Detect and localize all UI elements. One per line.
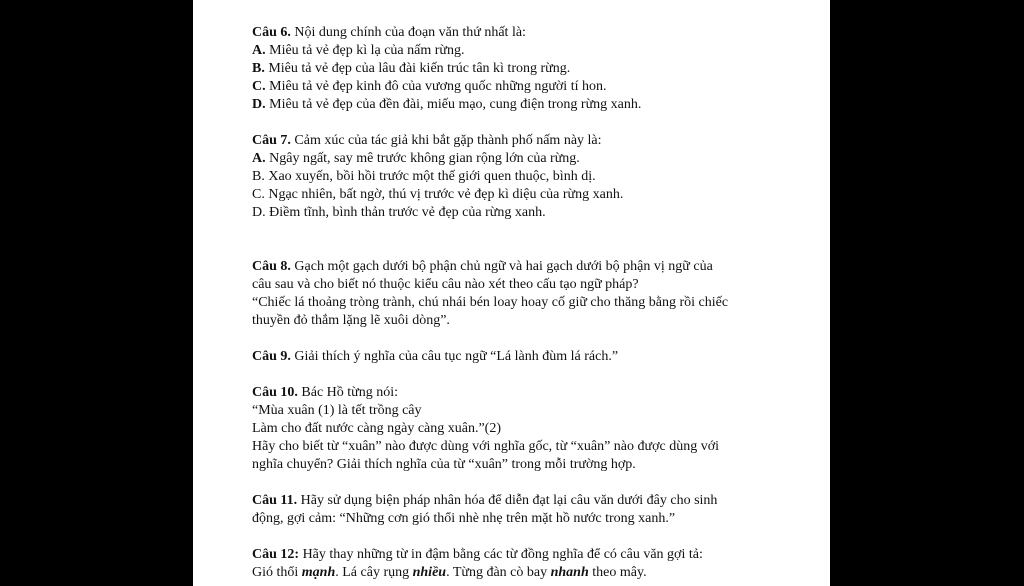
question-6-option-a: A. Miêu tả vẻ đẹp kì lạ của nấm rừng. [252, 43, 465, 58]
document-content [252, 24, 812, 582]
spacer [252, 222, 812, 258]
question-8 [252, 258, 812, 330]
question-11-line-1: Câu 11. Hãy sử dụng biện pháp nhân hóa để diễn đạt lại câu văn dưới đây cho sinh [252, 493, 718, 508]
question-8-line-2: câu sau và cho biết nó thuộc kiểu câu nào xét theo cấu tạo ngữ pháp? [252, 277, 639, 292]
spacer [252, 474, 812, 492]
question-10-line-1: Câu 10. Bác Hồ từng nói: [252, 385, 399, 400]
question-12-line-1: Câu 12: Hãy thay những từ in đậm bằng các từ đồng nghĩa để có câu văn gợi tả: [252, 547, 703, 562]
question-7-option-a: A. Ngây ngất, say mê trước không gian rộng lớn của rừng. [252, 151, 580, 166]
bold-word-nhieu: nhiều [412, 565, 447, 580]
question-11 [252, 492, 812, 528]
question-6-option-c: C. Miêu tả vẻ đẹp kinh đô của vương quốc những người tí hon. [252, 79, 607, 94]
question-7-option-c: C. Ngạc nhiên, bất ngờ, thú vị trước vẻ đẹp kì diệu của rừng xanh. [252, 187, 624, 202]
question-6-option-b: B. Miêu tả vẻ đẹp của lâu đài kiến trúc tân kì trong rừng. [252, 61, 571, 76]
question-7-option-b: B. Xao xuyến, bồi hồi trước một thế giới quen thuộc, bình dị. [252, 169, 596, 184]
spacer [252, 366, 812, 384]
question-7-stem: Câu 7. Cảm xúc của tác giả khi bắt gặp thành phố nấm này là: [252, 133, 602, 148]
question-12 [252, 546, 812, 582]
question-10-line-2: “Mùa xuân (1) là tết trồng cây [252, 403, 422, 418]
bold-word-manh: mạnh [301, 565, 336, 580]
question-11-line-2: động, gợi cảm: “Những cơn gió thổi nhè nhẹ trên mặt hồ nước trong xanh.” [252, 511, 676, 526]
question-10 [252, 384, 812, 474]
bold-word-nhanh: nhanh [550, 565, 589, 580]
question-7-option-d: D. Điềm tĩnh, bình thản trước vẻ đẹp của rừng xanh. [252, 205, 546, 220]
spacer [252, 330, 812, 348]
question-8-line-3: “Chiếc lá thoảng tròng trành, chú nhái bén loay hoay cố giữ cho thăng bằng rồi chiếc [252, 295, 729, 310]
question-9 [252, 348, 812, 366]
question-12-line-2: Gió thổi mạnh. Lá cây rụng nhiều. Từng đàn cò bay nhanh theo mây. [252, 565, 647, 580]
question-10-line-5: nghĩa chuyển? Giải thích nghĩa của từ “xuân” trong mỗi trường hợp. [252, 457, 636, 472]
question-6-option-d: D. Miêu tả vẻ đẹp của đền đài, miếu mạo, cung điện trong rừng xanh. [252, 97, 642, 112]
question-6 [252, 24, 812, 114]
question-10-line-3: Làm cho đất nước càng ngày càng xuân.”(2) [252, 421, 501, 436]
question-7 [252, 132, 812, 222]
question-10-line-4: Hãy cho biết từ “xuân” nào được dùng với nghĩa gốc, từ “xuân” nào được dùng với [252, 439, 720, 454]
question-8-line-1: Câu 8. Gạch một gạch dưới bộ phận chủ ngữ và hai gạch dưới bộ phận vị ngữ của [252, 259, 713, 274]
question-9-text: Câu 9. Giải thích ý nghĩa của câu tục ngữ “Lá lành đùm lá rách.” [252, 349, 619, 364]
question-6-stem: Câu 6. Nội dung chính của đoạn văn thứ nhất là: [252, 25, 526, 40]
spacer [252, 114, 812, 132]
question-8-line-4: thuyền đỏ thắm lặng lẽ xuôi dòng”. [252, 313, 450, 328]
document-page [193, 0, 830, 586]
spacer [252, 528, 812, 546]
